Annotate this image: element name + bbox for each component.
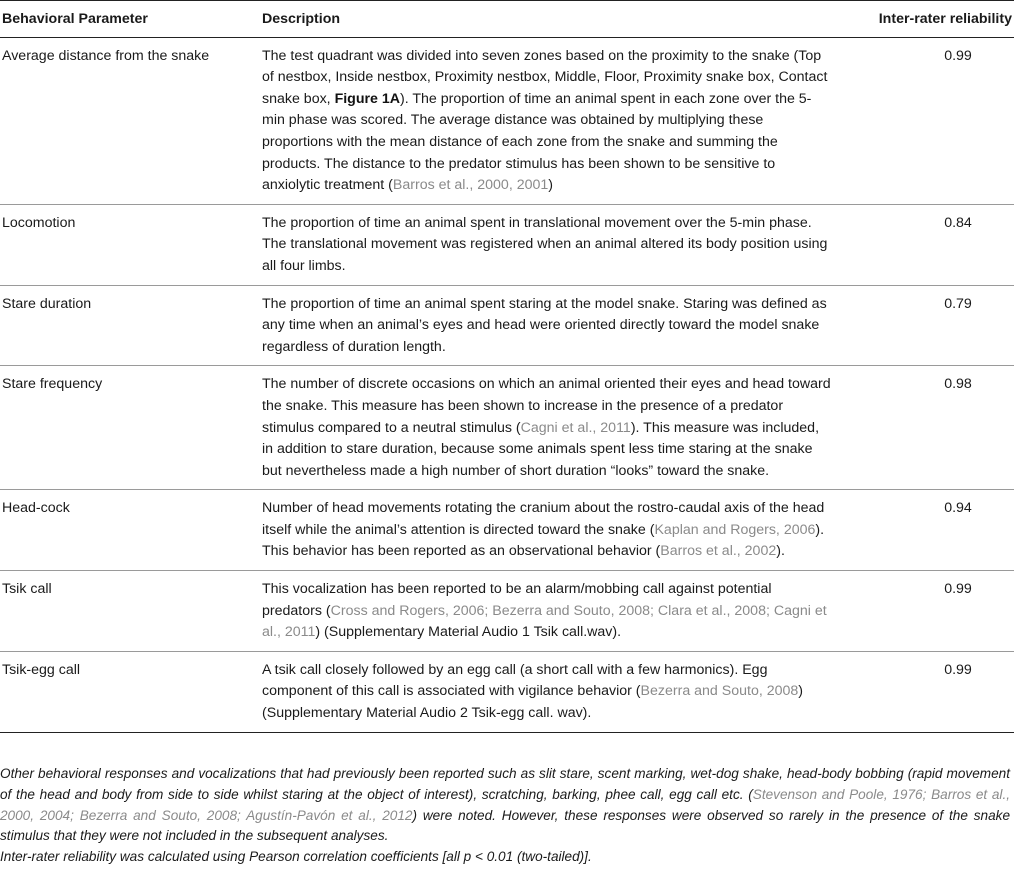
citation-link[interactable]: Cross and Rogers, 2006; Bezerra and Souto, 2008; Clara et al., 2008; Cagni et al., 2011 <box>262 602 827 641</box>
table-footnotes <box>0 764 1010 868</box>
description-cell <box>262 285 850 366</box>
description-text: This vocalization has been reported to be an alarm/mobbing call against potential predators ( <box>262 581 772 619</box>
description-cell <box>262 204 850 285</box>
parameter-cell: Head-cock <box>0 490 262 571</box>
table-header-row <box>0 1 1014 38</box>
reliability-value: 0.94 <box>944 500 972 517</box>
description-text: The number of discrete occasions on which an animal oriented their eyes and head toward the snake. This measure has been shown to increase in the presence of a predator stimulus compared to a neutral stimulus ( <box>262 376 831 436</box>
description-text: ) <box>548 177 554 194</box>
header-behavioral-parameter: Behavioral Parameter <box>0 1 262 38</box>
description-cell <box>262 571 850 652</box>
description-cell <box>262 366 850 490</box>
footnote-text: Other behavioral responses and vocalizations that had previously been reported such as slit stare, scent marking, wet-dog shake, head-body bobbing (rapid movement of the head and body from side to side whilst staring at the object of interest), scratching, barking, phee call, egg call etc. ( <box>0 766 1010 802</box>
description-text: Number of head movements rotating the cranium about the rostro-caudal axis of the head itself while the animal’s attention is directed toward the snake ( <box>262 500 825 538</box>
header-inter-rater-reliability: Inter-rater reliability <box>850 1 1014 38</box>
description-text: ) (Supplementary Material Audio 1 Tsik call.wav). <box>315 624 622 641</box>
figure-reference: Figure 1A <box>334 90 400 107</box>
reliability-value: 0.99 <box>944 47 972 64</box>
reliability-cell <box>850 285 1014 366</box>
table-row <box>0 37 1014 204</box>
reliability-value: 0.99 <box>944 661 972 678</box>
parameter-cell: Tsik call <box>0 571 262 652</box>
citation-link[interactable]: Barros et al., 2002 <box>660 543 777 560</box>
citation-link[interactable]: Bezerra and Souto, 2008 <box>640 683 799 700</box>
description-text: ). The proportion of time an animal spent in each zone over the 5-min phase was scored. The average distance was obtained by multiplying these proportions with the mean distance of each zone from the snake and summing the products. The distance to the predator stimulus has been shown to be sensitive to anxiolytic treatment ( <box>262 90 812 194</box>
footnote-text: ) were noted. However, these responses were observed so rarely in the presence of the snake stimulus that they were not included in the subsequent analyses. <box>0 807 1011 844</box>
description-text: ). This measure was included, in addition to stare duration, because some animals spent less time staring at the snake but nevertheless made a high number of short duration “looks” toward the snake. <box>262 419 820 479</box>
footnote-reliability: Inter-rater reliability was calculated using Pearson correlation coefficients [all p < 0.01 (two-tailed)]. <box>0 849 592 865</box>
footnote-other-responses <box>0 764 1010 847</box>
description-text: The proportion of time an animal spent in translational movement over the 5-min phase. The translational movement was registered when an animal altered its body position using all four limbs. <box>262 214 828 274</box>
citation-link[interactable]: Cagni et al., 2011 <box>520 419 631 436</box>
table-row <box>0 571 1014 652</box>
description-cell <box>262 490 850 571</box>
reliability-value: 0.79 <box>944 295 972 312</box>
reliability-cell <box>850 37 1014 204</box>
table-row <box>0 204 1014 285</box>
table-row <box>0 366 1014 490</box>
table-row <box>0 651 1014 732</box>
citation-link[interactable]: Barros et al., 2000, 2001 <box>392 177 549 194</box>
reliability-cell <box>850 571 1014 652</box>
description-text: ) (Supplementary Material Audio 2 Tsik-egg call. wav). <box>262 683 804 722</box>
description-text: A tsik call closely followed by an egg call (a short call with a few harmonics). Egg component of this call is associated with vigilance behavior ( <box>262 661 768 700</box>
parameter-cell: Stare frequency <box>0 366 262 490</box>
header-description: Description <box>262 1 850 38</box>
description-cell <box>262 37 850 204</box>
citation-link[interactable]: Kaplan and Rogers, 2006 <box>654 521 816 538</box>
parameter-cell: Stare duration <box>0 285 262 366</box>
description-text: The proportion of time an animal spent staring at the model snake. Staring was defined as any time when an animal’s eyes and head were oriented directly toward the model snake regardless of duration length. <box>262 295 827 355</box>
reliability-cell <box>850 490 1014 571</box>
reliability-cell <box>850 204 1014 285</box>
parameter-cell: Average distance from the snake <box>0 37 262 204</box>
table-row <box>0 490 1014 571</box>
reliability-value: 0.84 <box>944 214 972 231</box>
parameter-cell: Locomotion <box>0 204 262 285</box>
citation-link[interactable]: Stevenson and Poole, 1976; Barros et al., 2000, 2004; Bezerra and Souto, 2008; Agustín-Pavón et al., 2012 <box>0 786 1010 823</box>
reliability-cell <box>850 651 1014 732</box>
reliability-cell <box>850 366 1014 490</box>
parameter-cell: Tsik-egg call <box>0 651 262 732</box>
description-text: The test quadrant was divided into seven zones based on the proximity to the snake (Top of nestbox, Inside nestbox, Proximity nestbox, Middle, Floor, Proximity snake box, Contact snake box, <box>262 47 828 107</box>
table-row <box>0 285 1014 366</box>
description-text: ). This behavior has been reported as an observational behavior ( <box>262 521 825 560</box>
reliability-value: 0.99 <box>944 581 972 598</box>
description-cell <box>262 651 850 732</box>
description-text: ). <box>776 543 785 560</box>
reliability-value: 0.98 <box>944 376 972 393</box>
